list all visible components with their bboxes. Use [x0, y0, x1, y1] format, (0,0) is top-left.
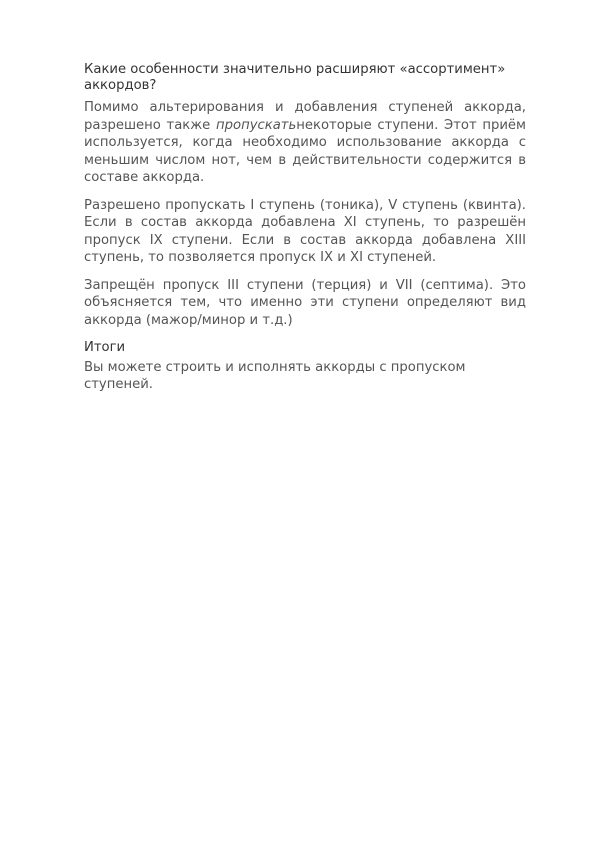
para1-after: некоторые ступени. Этот приём используется, когда необходимо использование аккорда с меньшим числом нот, чем в действительности содержится в составе аккорда.: [84, 117, 526, 185]
para1-emphasis: пропускать: [216, 117, 297, 133]
section-heading: Какие особенности значительно расширяют «ассортимент» аккордов?: [84, 62, 506, 93]
para1-before: Помимо альтерирования и добавления ступеней аккорда, разрешено также: [84, 100, 526, 133]
paragraph-omission-intro: [84, 99, 526, 187]
document-page: [84, 62, 526, 394]
paragraph-allowed-omissions: Разрешено пропускать I ступень (тоника), V ступень (квинта). Если в состав аккорда добавлена XI ступень, то разрешён пропуск IX ступени. Если в состав аккорда добавлена XIII ступень, то позволяется пропуск IX и XI ступеней.: [84, 197, 526, 265]
paragraph-forbidden-omissions: Запрещён пропуск III ступени (терция) и VII (септима). Это объясняется тем, что именно эти ступени определяют вид аккорда (мажор/минор и т.д.): [84, 277, 526, 328]
summary-text: Вы можете строить и исполнять аккорды с пропуском ступеней.: [84, 359, 466, 392]
summary-heading: Итоги: [84, 340, 126, 355]
